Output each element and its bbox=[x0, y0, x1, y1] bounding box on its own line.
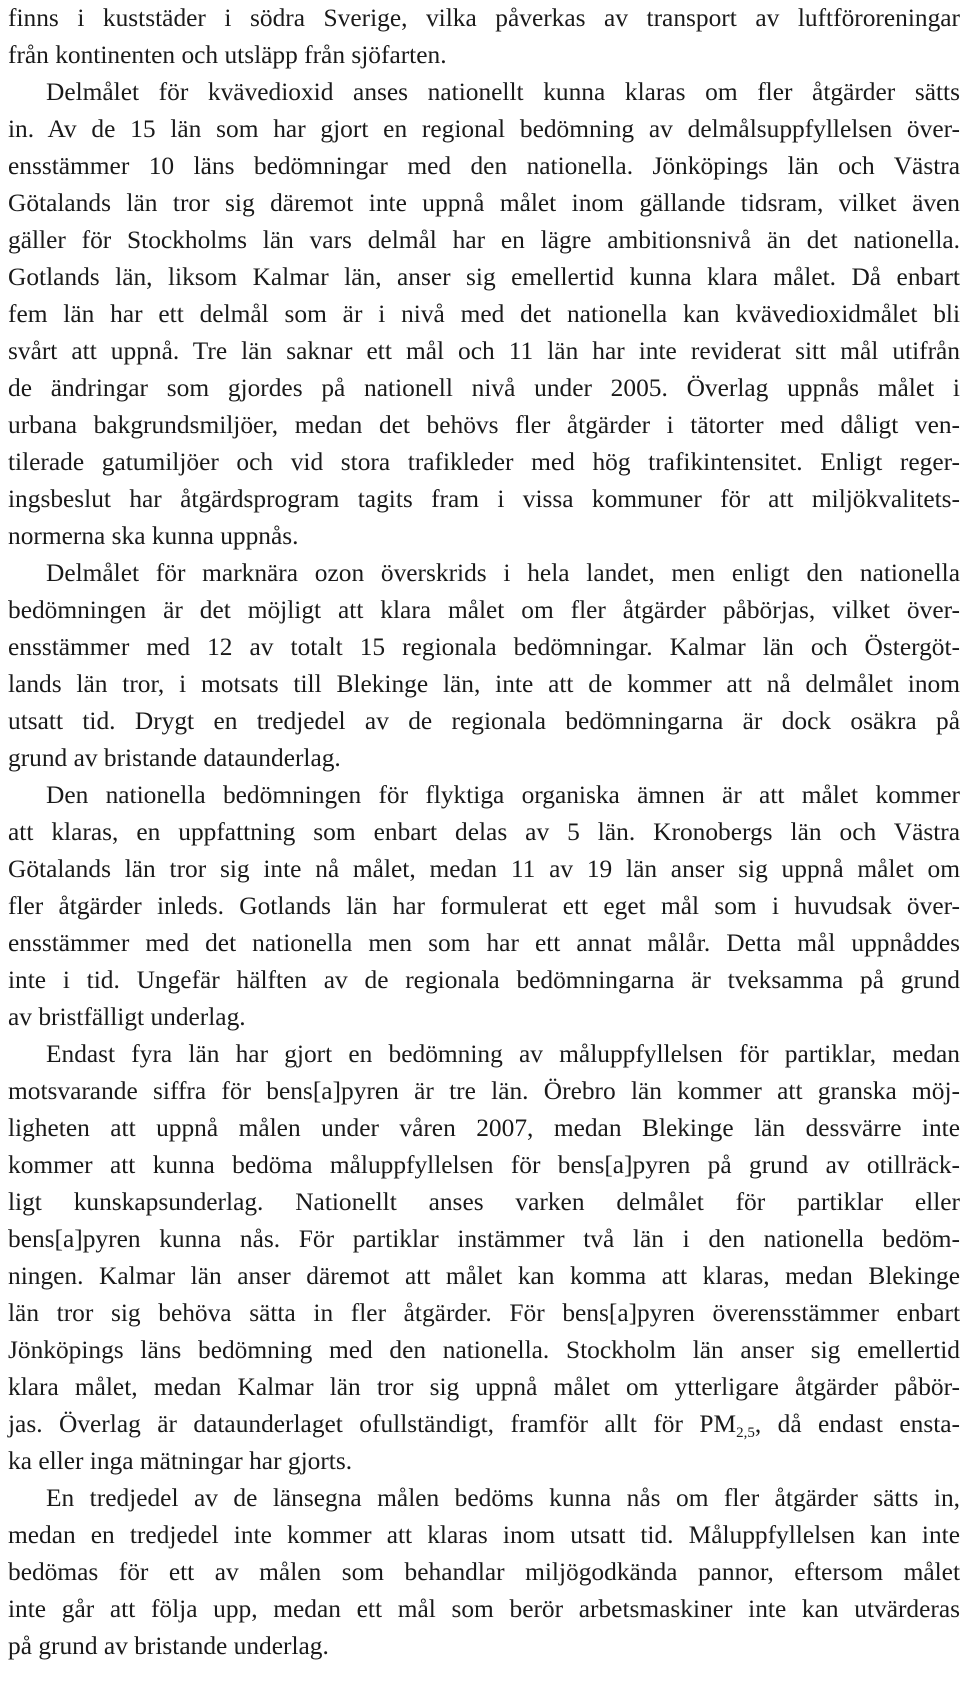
text-line: finns i kuststäder i södra Sverige, vilka påverkas av transport av luftföroreningar bbox=[8, 4, 960, 32]
text-line: ensstämmer med det nationella men som har ett annat målår. Detta mål uppnåddes bbox=[8, 929, 960, 957]
text-line: bedömningen är det möjligt att klara målet om fler åtgärder påbörjas, vilket över- bbox=[8, 596, 960, 624]
text-line: in. Av de 15 län som har gjort en regional bedömning av delmålsuppfyllelsen över- bbox=[8, 115, 960, 143]
paragraph-6 bbox=[8, 1480, 960, 1665]
text-line: inte i tid. Ungefär hälften av de regionala bedömningarna är tveksamma på grund bbox=[8, 966, 960, 994]
text-line: av bristfälligt underlag. bbox=[8, 1003, 246, 1031]
text-line: ka eller inga mätningar har gjorts. bbox=[8, 1447, 353, 1475]
text-line: kommer att kunna bedöma måluppfyllelsen för bens[a]pyren på grund av otillräck- bbox=[8, 1151, 960, 1179]
paragraph-5 bbox=[8, 1036, 960, 1480]
text-line: från kontinenten och utsläpp från sjöfarten. bbox=[8, 41, 447, 69]
text-line: ingsbeslut har åtgärdsprogram tagits fram i vissa kommuner för att miljökvalitets- bbox=[8, 485, 960, 513]
text-line: grund av bristande dataunderlag. bbox=[8, 744, 341, 772]
text-line: utsatt tid. Drygt en tredjedel av de regionala bedömningarna är dock osäkra på bbox=[8, 707, 960, 735]
text-line: Delmålet för kvävedioxid anses nationellt kunna klaras om fler åtgärder sätts bbox=[46, 78, 960, 106]
text-line: Götalands län tror sig inte nå målet, medan 11 av 19 län anser sig uppnå målet om bbox=[8, 855, 960, 883]
text-line: Den nationella bedömningen för flyktiga organiska ämnen är att målet kommer bbox=[46, 781, 960, 809]
text-line: län tror sig behöva sätta in fler åtgärder. För bens[a]pyren överensstämmer enbart bbox=[8, 1299, 960, 1327]
paragraph-4 bbox=[8, 777, 960, 1036]
pm-text-after: , då endast ensta- bbox=[754, 1410, 960, 1438]
paragraph-2 bbox=[8, 74, 960, 555]
text-line: Delmålet för marknära ozon överskrids i hela landet, men enligt den nationella bbox=[46, 559, 960, 587]
paragraph-3 bbox=[8, 555, 960, 777]
text-line: motsvarande siffra för bens[a]pyren är tre län. Örebro län kommer att granska möj- bbox=[8, 1077, 960, 1105]
text-line: Gotlands län, liksom Kalmar län, anser sig emellertid kunna klara målet. Då enbart bbox=[8, 263, 960, 291]
pm-text-before: jas. Överlag är dataunderlaget ofullständigt, framför allt för PM bbox=[8, 1410, 737, 1438]
text-line: Jönköpings läns bedömning med den nationella. Stockholm län anser sig emellertid bbox=[8, 1336, 960, 1364]
text-line: ensstämmer 10 läns bedömningar med den nationella. Jönköpings län och Västra bbox=[8, 152, 960, 180]
text-line: gäller för Stockholms län vars delmål har en lägre ambitionsnivå än det nationella. bbox=[8, 226, 960, 254]
paragraph-1 bbox=[8, 0, 960, 74]
text-line-pm bbox=[8, 1406, 960, 1443]
text-line: klara målet, medan Kalmar län tror sig uppnå målet om ytterligare åtgärder påbör- bbox=[8, 1373, 960, 1401]
text-line: En tredjedel av de länsegna målen bedöms kunna nås om fler åtgärder sätts in, bbox=[46, 1484, 960, 1512]
document-page bbox=[8, 0, 960, 1665]
text-line: ningen. Kalmar län anser däremot att målet kan komma att klaras, medan Blekinge bbox=[8, 1262, 960, 1290]
text-line: svårt att uppnå. Tre län saknar ett mål och 11 län har inte reviderat sitt mål utifrån bbox=[8, 337, 960, 365]
text-line: Endast fyra län har gjort en bedömning av måluppfyllelsen för partiklar, medan bbox=[46, 1040, 960, 1068]
text-line: lands län tror, i motsats till Blekinge län, inte att de kommer att nå delmålet inom bbox=[8, 670, 960, 698]
text-line: de ändringar som gjordes på nationell nivå under 2005. Överlag uppnås målet i bbox=[8, 374, 960, 402]
text-line: bedömas för ett av målen som behandlar miljögodkända pannor, eftersom målet bbox=[8, 1558, 960, 1586]
text-line: på grund av bristande underlag. bbox=[8, 1632, 329, 1660]
text-line: bens[a]pyren kunna nås. För partiklar instämmer två län i den nationella bedöm- bbox=[8, 1225, 960, 1253]
text-line: att klaras, en uppfattning som enbart delas av 5 län. Kronobergs län och Västra bbox=[8, 818, 960, 846]
text-line: urbana bakgrundsmiljöer, medan det behövs fler åtgärder i tätorter med dåligt ven- bbox=[8, 411, 960, 439]
text-line: tilerade gatumiljöer och vid stora trafikleder med hög trafikintensitet. Enligt reger- bbox=[8, 448, 960, 476]
text-line: Götalands län tror sig däremot inte uppnå målet inom gällande tidsram, vilket även bbox=[8, 189, 960, 217]
text-line: medan en tredjedel inte kommer att klaras inom utsatt tid. Måluppfyllelsen kan inte bbox=[8, 1521, 960, 1549]
pm-subscript: 2,5 bbox=[736, 1425, 755, 1441]
text-line: inte går att följa upp, medan ett mål som berör arbetsmaskiner inte kan utvärderas bbox=[8, 1595, 960, 1623]
text-line: ensstämmer med 12 av totalt 15 regionala bedömningar. Kalmar län och Östergöt- bbox=[8, 633, 960, 661]
text-line: fler åtgärder inleds. Gotlands län har formulerat ett eget mål som i huvudsak över- bbox=[8, 892, 960, 920]
text-line: ligheten att uppnå målen under våren 2007, medan Blekinge län dessvärre inte bbox=[8, 1114, 960, 1142]
text-line: normerna ska kunna uppnås. bbox=[8, 522, 299, 550]
text-line: fem län har ett delmål som är i nivå med det nationella kan kvävedioxidmålet bli bbox=[8, 300, 960, 328]
text-line: ligt kunskapsunderlag. Nationellt anses varken delmålet för partiklar eller bbox=[8, 1188, 960, 1216]
